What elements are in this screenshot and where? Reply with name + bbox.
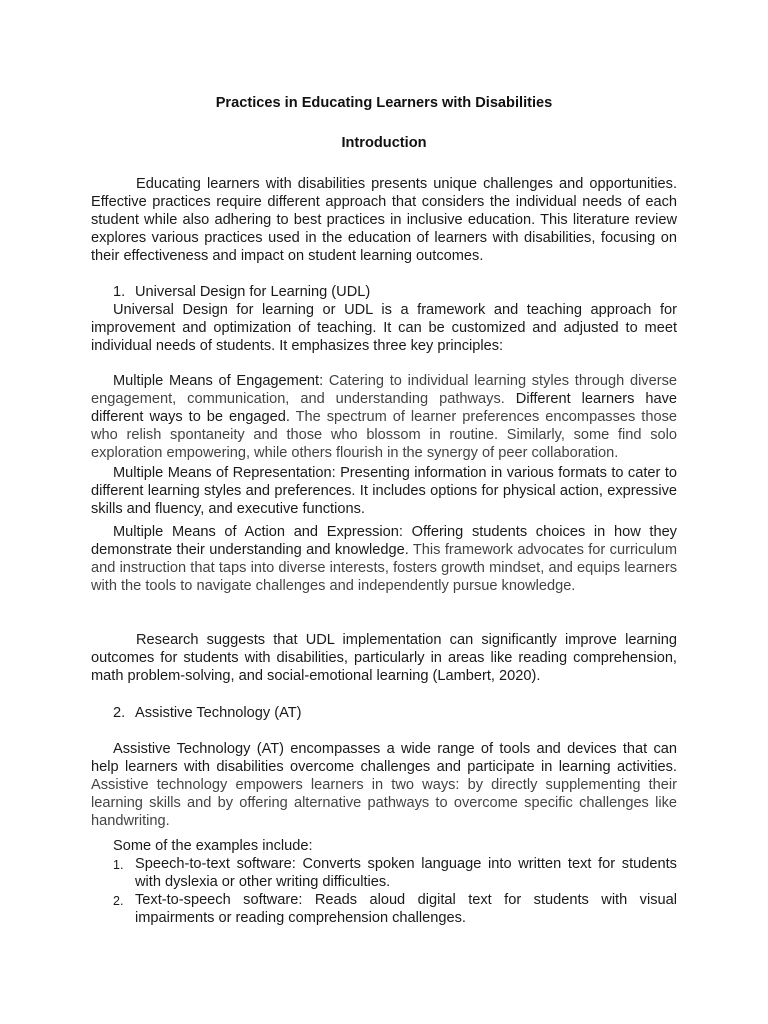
udl-description: Universal Design for learning or UDL is a framework and teaching approach for improvement and optimization of teaching. It can be customized and adjusted to meet individual needs of students. It emphasizes three key principles: [91,302,677,354]
section-heading-udl [113,283,370,301]
at-description-text: Assistive technology empowers learners in two ways: by directly supplementing their learning skills and by offering alternative pathways to overcome specific challenges like handwriting. [91,777,677,829]
udl-representation-paragraph: Multiple Means of Representation: Presenting information in various formats to cater to different learning styles and preferences. It includes options for physical action, expressive skills and fluency, and executive functions. [91,465,677,517]
section-heading-text: Universal Design for Learning (UDL) [135,284,371,300]
example-label: Speech-to-text software: [135,856,296,872]
examples-intro: Some of the examples include: [113,838,313,854]
section-heading-introduction: Introduction [341,135,427,151]
list-item [113,855,677,891]
intro-paragraph: Educating learners with disabilities presents unique challenges and opportunities. Effective practices require different approach that considers the individual needs of each student while also adhering to best practices in inclusive education. This literature review explores various practices used in the education of learners with disabilities, focusing on their effectiveness and impact on student learning outcomes. [91,176,677,264]
example-text: Reads aloud digital text for students with visual impairments or reading comprehension challenges. [135,892,677,926]
section-number: 1. [113,284,126,300]
section-heading-text: Assistive Technology (AT) [135,705,302,721]
action-label: Multiple Means of Action and Expression: [113,524,403,540]
action-text: This framework advocates for curriculum and instruction that taps into diverse interests, fosters growth mindset, and equips learners with the tools to navigate challenges and independently pursue knowledge. [91,542,677,594]
section-heading-at [113,704,302,722]
at-description-text: Assistive Technology (AT) encompasses a wide range of tools and devices that can help learners with disabilities overcome challenges and participate in learning activities. [91,741,677,775]
engagement-text: The spectrum of learner preferences encompasses those who relish spontaneity and those who blossom in routine. Similarly, some find solo exploration empowering, while others flourish in the synergy of peer collaboration. [91,409,677,461]
list-item [113,891,677,927]
engagement-label: Multiple Means of Engagement: [113,373,324,389]
examples-list [113,855,677,927]
section-number: 2. [113,705,126,721]
list-marker: 2. [113,894,124,908]
example-label: Text-to-speech software: [135,892,303,908]
example-text: Converts spoken language into written text for students with dyslexia or other writing difficulties. [135,856,677,890]
engagement-text: Different learners have different ways to be engaged. [91,391,677,425]
engagement-text: Catering to individual learning styles through diverse engagement, communication, and understanding pathways. [91,373,677,407]
udl-research-paragraph: Research suggests that UDL implementation can significantly improve learning outcomes for students with disabilities, particularly in areas like reading comprehension, math problem-solving, and social-emotional learning (Lambert, 2020). [91,632,677,684]
document-page [91,0,677,1024]
document-title: Practices in Educating Learners with Disabilities [215,95,553,111]
list-marker: 1. [113,858,124,872]
udl-engagement-paragraph [91,372,677,462]
action-text: Offering students choices in how they demonstrate their understanding and knowledge. [91,524,677,558]
udl-action-paragraph [91,523,677,595]
at-description-paragraph [91,740,677,830]
